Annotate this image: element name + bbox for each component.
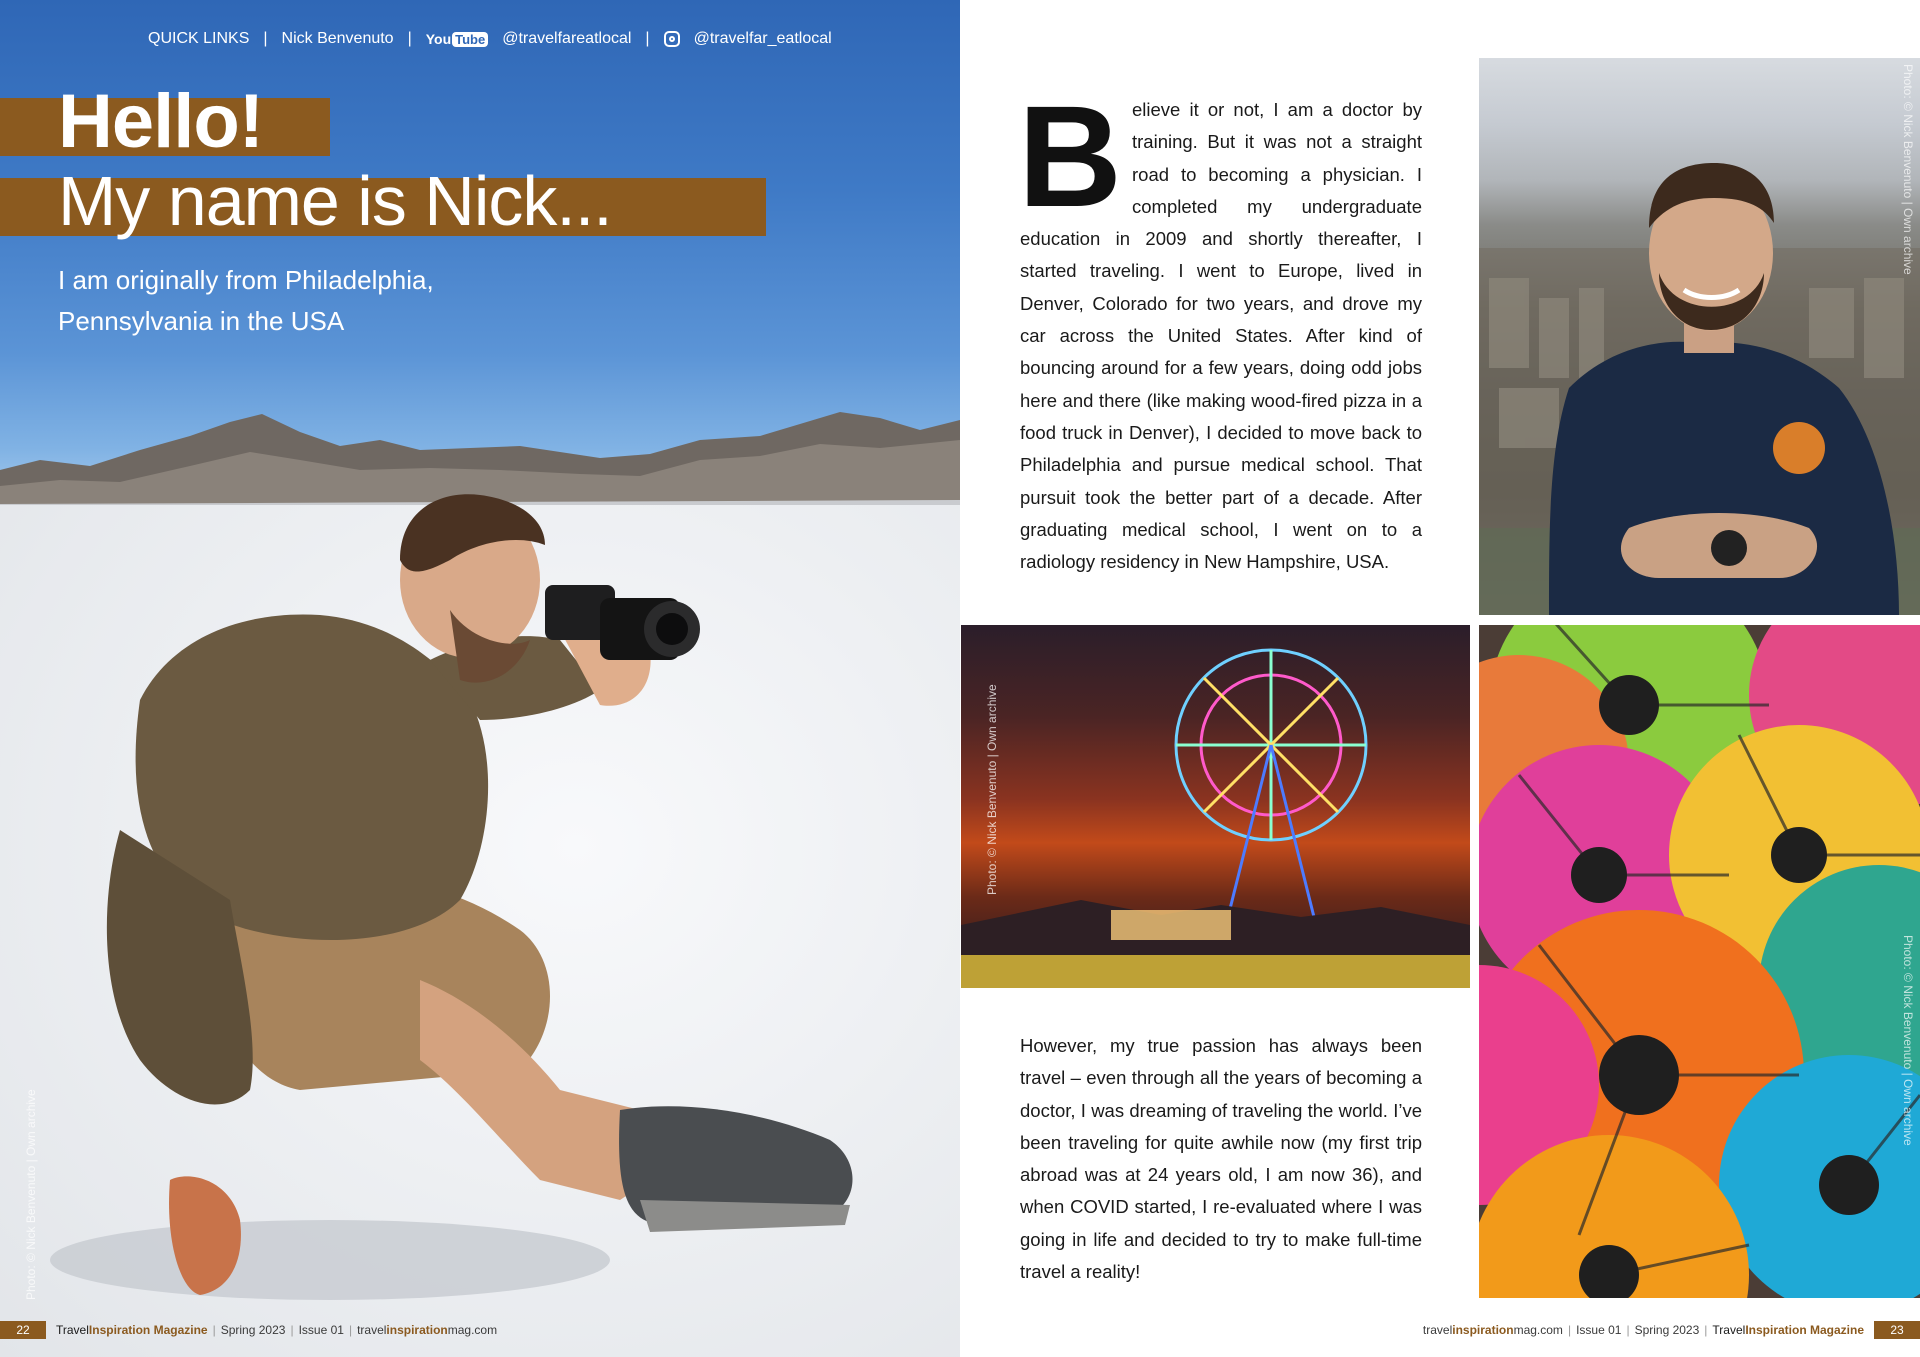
issue: Issue 01 <box>298 1323 344 1337</box>
author-link[interactable]: Nick Benvenuto <box>281 30 394 47</box>
site-a: travel <box>357 1323 387 1337</box>
site-b: inspiration <box>386 1323 448 1337</box>
photo-credit-ferris: Photo: © Nick Benvenuto | Own archive <box>985 684 999 895</box>
ferris-wheel-photo <box>961 625 1470 988</box>
ferris-wheel-illustration <box>961 625 1470 988</box>
instagram-icon[interactable] <box>664 31 680 47</box>
mag-name-a: Travel <box>1712 1323 1746 1337</box>
separator: | <box>407 30 412 47</box>
page-number-left: 22 <box>0 1321 46 1339</box>
youtube-logo-box: Tube <box>452 32 488 47</box>
mag-name-b: Inspiration Magazine <box>88 1323 208 1337</box>
season: Spring 2023 <box>1634 1323 1700 1337</box>
article-paragraph-1 <box>1018 76 1422 578</box>
mag-name-b: Inspiration Magazine <box>1745 1323 1864 1337</box>
site-a: travel <box>1422 1323 1453 1337</box>
drop-cap: B <box>1018 76 1122 237</box>
site-link[interactable] <box>357 1323 497 1337</box>
separator: | <box>645 30 650 47</box>
season: Spring 2023 <box>220 1323 286 1337</box>
page-number-right: 23 <box>1874 1321 1920 1339</box>
footer-left: 22 Travel Inspiration Magazine | Spring 2023 | Issue 01 | travelinspirationmag.com <box>0 1318 497 1342</box>
photo-credit-left: Photo: © Nick Benvenuto | Own archive <box>24 1089 38 1300</box>
umbrellas-illustration <box>1479 625 1920 1298</box>
site-c: mag.com <box>447 1323 498 1337</box>
site-c: mag.com <box>1513 1323 1563 1337</box>
photo-credit-umbrellas: Photo: © Nick Benvenuto | Own archive <box>1901 935 1915 1146</box>
youtube-logo-text: You <box>425 31 452 47</box>
instagram-handle-link[interactable]: @travelfar_eatlocal <box>693 30 832 47</box>
headline-name: My name is Nick... <box>58 162 612 240</box>
site-b: inspiration <box>1452 1323 1514 1337</box>
youtube-icon[interactable] <box>426 31 489 47</box>
separator: | <box>263 30 268 47</box>
portrait-illustration <box>1479 58 1920 615</box>
umbrellas-photo <box>1479 625 1920 1298</box>
intro-text: I am originally from Philadelphia, Pennsylvania in the USA <box>58 265 434 336</box>
photo-credit-portrait: Photo: © Nick Benvenuto | Own archive <box>1901 64 1915 275</box>
footer-right: travelinspirationmag.com | Issue 01 | Spring 2023 | Travel Inspiration Magazine 23 <box>1423 1318 1920 1342</box>
youtube-handle-link[interactable]: @travelfareatlocal <box>502 30 632 47</box>
quick-links-label: QUICK LINKS <box>148 30 250 47</box>
headline-hello: Hello! <box>58 79 264 164</box>
site-link-right[interactable] <box>1423 1323 1563 1337</box>
portrait-photo <box>1479 58 1920 615</box>
mag-name-a: Travel <box>56 1323 89 1337</box>
issue: Issue 01 <box>1576 1323 1622 1337</box>
article-paragraph-2: However, my true passion has always been travel – even through all the years of becoming a doctor, I was dreaming of traveling the world. I’ve been traveling for quite awhile now (my first trip abroad was at 24 years old, I am now 36), and when COVID started, I re-evaluated where I was going in life and decided to try to make full-time travel a reality! <box>1020 1035 1422 1283</box>
quick-links-bar <box>148 28 832 50</box>
paragraph-1-text: elieve it or not, I am a doctor by training. But it was not a straight road to becoming a physician. I completed my undergraduate education in 2009 and shortly thereafter, I started traveling. I went to Europe, lived in Denver, Colorado for two years, and drove my car across the United States. After kind of bouncing around for a few years, doing odd jobs here and there (like making wood-fired pizza in a food truck in Denver), I decided to move back to Philadelphia and pursue medical school. That pursuit took the better part of a decade. After graduating medical school, I went on to a radiology residency in New Hampshire, USA. <box>1020 99 1422 573</box>
